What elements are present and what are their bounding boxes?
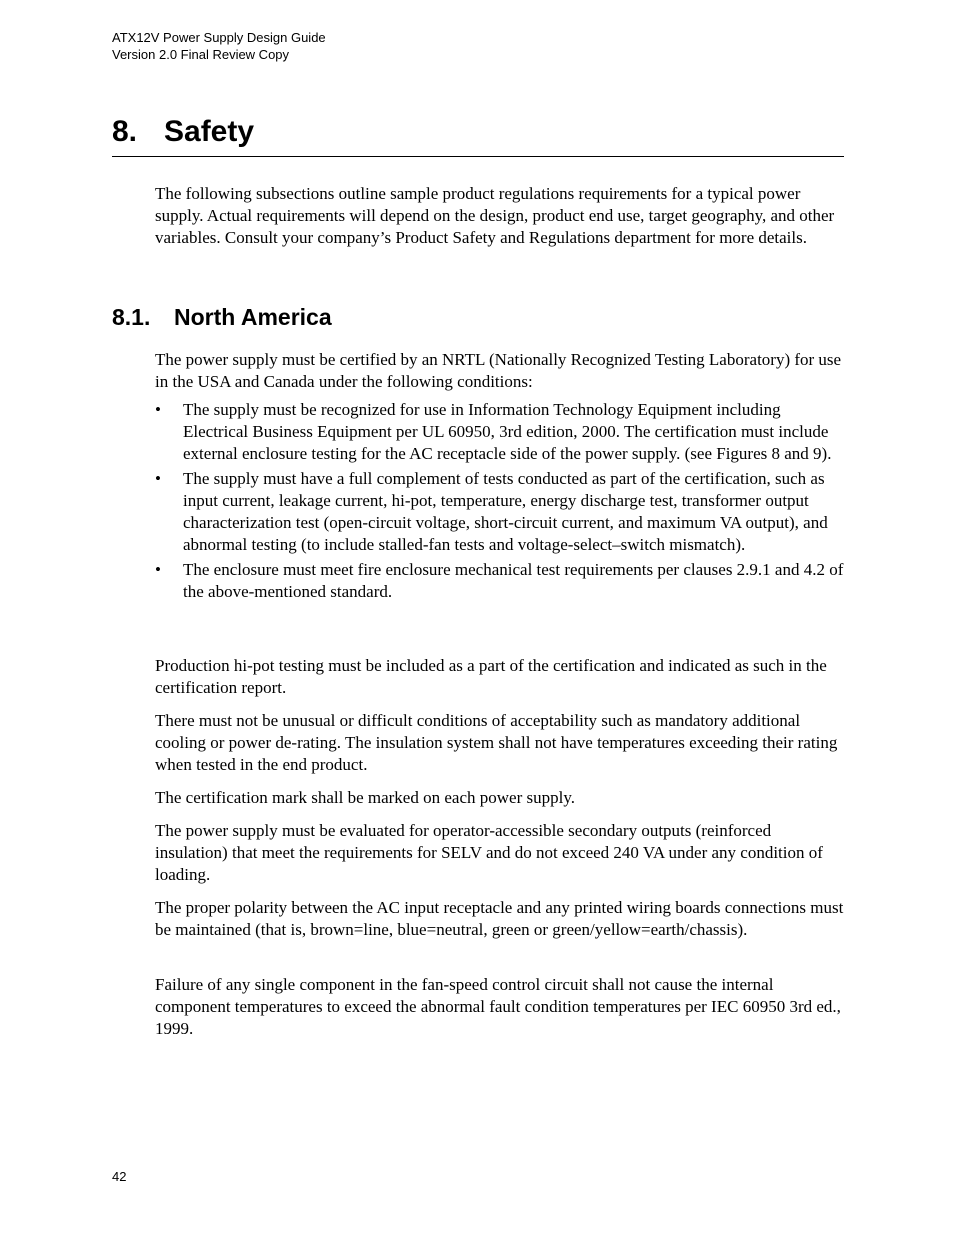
paragraph-block: [155, 710, 845, 776]
section-heading: [112, 302, 332, 332]
list-item-text: The enclosure must meet fire enclosure mechanical test requirements per clauses 2.9.1 and 4.2 of the above-mentioned standard.: [183, 560, 844, 601]
lead-block: [155, 349, 845, 393]
bullet-icon: •: [155, 560, 161, 579]
paragraph-block: [155, 974, 845, 1040]
bullet-icon: •: [155, 469, 161, 488]
paragraph-block: [155, 820, 845, 886]
paragraph: Production hi-pot testing must be included as a part of the certification and indicated as such in the certification report.: [155, 656, 827, 697]
chapter-title: Safety: [164, 115, 255, 148]
intro-block: [155, 183, 845, 249]
list-item: [155, 468, 845, 556]
paragraph: The proper polarity between the AC input receptacle and any printed wiring boards connections must be maintained (that is, brown=line, blue=neutral, green or green/yellow=earth/chassis).: [155, 898, 844, 939]
lead-paragraph: The power supply must be certified by an NRTL (Nationally Recognized Testing Laboratory) for use in the USA and Canada under the following conditions:: [155, 350, 842, 391]
paragraph: There must not be unusual or difficult conditions of acceptability such as mandatory additional cooling or power de-rating. The insulation system shall not have temperatures exceeding their rating when tested in the end product.: [155, 711, 838, 774]
intro-paragraph: The following subsections outline sample product regulations requirements for a typical power supply. Actual requirements will depend on the design, product end use, target geography, and other variables. Consult your company’s Product Safety and Regulations department for more details.: [155, 184, 835, 247]
section-title: North America: [174, 304, 332, 330]
paragraph: The power supply must be evaluated for operator-accessible secondary outputs (reinforced insulation) that meet the requirements for SELV and do not exceed 240 VA under any condition of loading.: [155, 821, 823, 884]
chapter-number: 8.: [112, 115, 138, 148]
page-number: 42: [112, 1169, 127, 1184]
paragraph-block: [155, 897, 845, 941]
list-item: [155, 399, 845, 465]
running-header: [112, 29, 326, 63]
list-item: [155, 559, 845, 603]
list-item-text: The supply must be recognized for use in Information Technology Equipment including Electrical Business Equipment per UL 60950, 3rd edition, 2000. The certification must include external enclosure testing for the AC receptacle side of the power supply. (see Figures 8 and 9).: [183, 400, 832, 463]
chapter-heading: [112, 112, 844, 157]
requirements-list: [155, 399, 845, 606]
paragraph-block: [155, 787, 845, 809]
header-title: ATX12V Power Supply Design Guide: [112, 30, 326, 45]
list-item-text: The supply must have a full complement of tests conducted as part of the certification, such as input current, leakage current, hi-pot, temperature, energy discharge test, transformer output characterization test (open-circuit voltage, short-circuit current, and maximum VA output), and abnormal testing (to include stalled-fan tests and voltage-select–switch mismatch).: [183, 469, 828, 554]
paragraph: The certification mark shall be marked on each power supply.: [155, 788, 575, 807]
paragraph: Failure of any single component in the fan-speed control circuit shall not cause the internal component temperatures to exceed the abnormal fault condition temperatures per IEC 60950 3rd ed., 1999.: [155, 975, 841, 1038]
paragraph-block: [155, 655, 845, 699]
header-version: Version 2.0 Final Review Copy: [112, 47, 290, 62]
section-number: 8.1.: [112, 304, 151, 330]
bullet-icon: •: [155, 400, 161, 419]
